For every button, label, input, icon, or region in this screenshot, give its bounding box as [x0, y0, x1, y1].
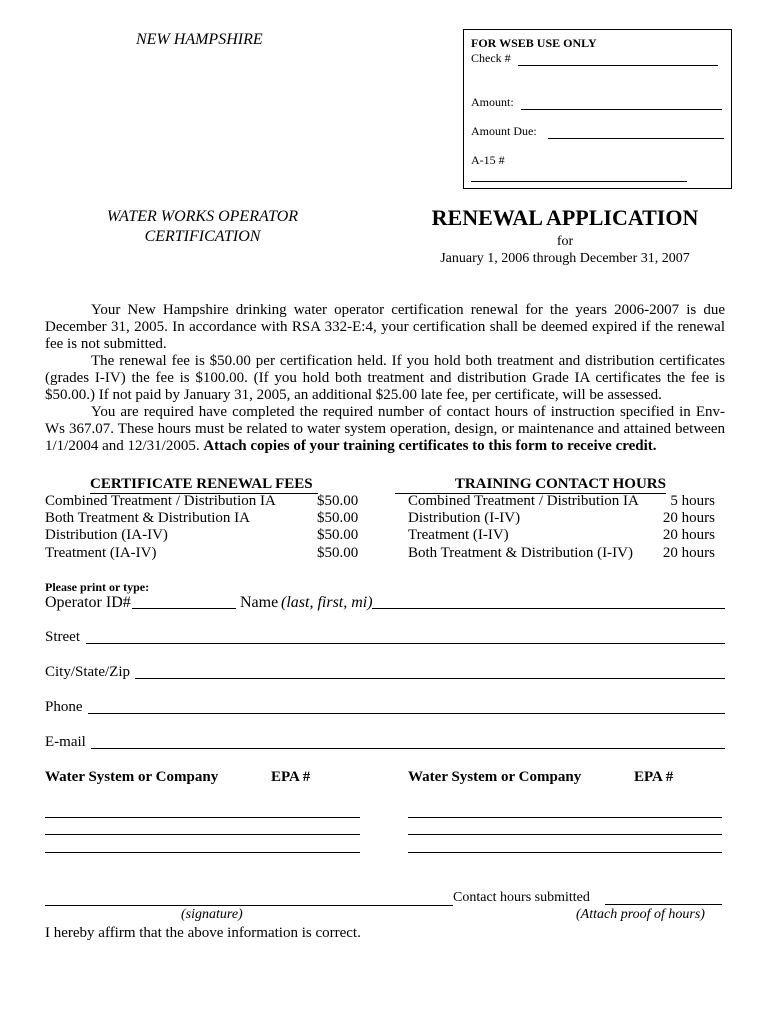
intro-paragraph-2: The renewal fee is $50.00 per certification held. If you hold both treatment and distribution certificates (grades I-IV) the fee is $100.00. (If you hold both treatment and distribution Grade IA certificates the fee is $50.00.) If not paid by January 31, 2005, an additional $25.00 late fee, per certificate, will be assessed.: [45, 353, 725, 403]
email-field[interactable]: [91, 748, 725, 749]
intro-paragraph-1: Your New Hampshire drinking water operator certification renewal for the years 2006-2007 is due December 31, 2005. In accordance with RSA 332-E:4, your certification shall be deemed expired if the renewal fee is not submitted.: [45, 302, 725, 352]
operator-id-label: Operator ID#: [45, 594, 131, 611]
name-field[interactable]: [372, 608, 725, 609]
training-row-hours: 5 hours: [670, 493, 715, 509]
water-system-line[interactable]: [45, 817, 360, 818]
water-system-line[interactable]: [408, 852, 722, 853]
attach-certificates-note: Attach copies of your training certificates to this form to receive credit.: [203, 438, 657, 454]
street-label: Street: [45, 629, 80, 645]
amount-field[interactable]: [521, 109, 722, 110]
training-heading: TRAINING CONTACT HOURS: [395, 475, 666, 494]
amount-due-field[interactable]: [548, 138, 724, 139]
renewal-period: January 1, 2006 through December 31, 2007: [440, 251, 690, 266]
fee-row-label: Distribution (IA-IV): [45, 527, 168, 543]
fee-row-label: Both Treatment & Distribution IA: [45, 510, 251, 526]
affirmation-text: I hereby affirm that the above information is correct.: [45, 925, 361, 941]
name-label: Name: [240, 594, 279, 611]
program-line-2: CERTIFICATION: [144, 228, 261, 245]
training-row-hours: 20 hours: [662, 510, 715, 526]
name-hint: (last, first, mi): [281, 594, 373, 611]
water-system-line[interactable]: [408, 817, 722, 818]
fee-row-label: Combined Treatment / Distribution IA: [45, 493, 276, 509]
intro-paragraph-3-text: You are required have completed the required number of contact hours of instruction specified in Env-Ws 367.07. These hours must be related to water system operation, design, or maintenance and attained between 1/1/2004 and 12/31/2005.: [45, 404, 725, 454]
contact-hours-field[interactable]: [605, 904, 722, 905]
signature-field[interactable]: [45, 905, 453, 906]
training-row-label: Combined Treatment / Distribution IA: [408, 493, 639, 509]
fee-row-amount: $50.00: [317, 545, 359, 561]
training-row-hours: 20 hours: [662, 545, 715, 561]
state-heading: NEW HAMPSHIRE: [136, 31, 263, 48]
check-number-field[interactable]: [518, 65, 718, 66]
print-note: Please print or type:: [45, 580, 150, 594]
water-system-line[interactable]: [45, 834, 360, 835]
epa-label-left: EPA #: [271, 769, 311, 785]
fee-row-label: Treatment (IA-IV): [45, 545, 157, 561]
operator-id-field[interactable]: [132, 608, 236, 609]
amount-due-label: Amount Due:: [471, 124, 537, 138]
email-label: E-mail: [45, 734, 86, 750]
for-label: for: [556, 234, 574, 249]
program-line-1: WATER WORKS OPERATOR: [106, 208, 299, 225]
fee-row-amount: $50.00: [317, 510, 359, 526]
attach-proof-caption: (Attach proof of hours): [576, 907, 705, 922]
water-system-line[interactable]: [45, 852, 360, 853]
training-row-label: Treatment (I-IV): [408, 527, 509, 543]
fee-row-amount: $50.00: [317, 527, 359, 543]
training-row-hours: 20 hours: [662, 527, 715, 543]
a15-field[interactable]: [471, 181, 687, 182]
fees-heading: CERTIFICATE RENEWAL FEES: [90, 475, 318, 494]
phone-field[interactable]: [88, 713, 725, 714]
water-system-line[interactable]: [408, 834, 722, 835]
city-state-zip-label: City/State/Zip: [45, 664, 130, 680]
phone-label: Phone: [45, 699, 83, 715]
training-row-label: Distribution (I-IV): [408, 510, 521, 526]
check-number-label: Check #: [471, 51, 511, 65]
training-row-label: Both Treatment & Distribution (I-IV): [408, 545, 633, 561]
water-system-label-right: Water System or Company: [408, 769, 582, 785]
contact-hours-label: Contact hours submitted: [453, 890, 590, 905]
fee-row-amount: $50.00: [317, 493, 359, 509]
city-state-zip-field[interactable]: [135, 678, 725, 679]
wseb-use-only-box: [463, 29, 732, 189]
street-field[interactable]: [86, 643, 725, 644]
signature-caption: (signature): [181, 907, 243, 922]
a15-label: A-15 #: [471, 153, 505, 167]
water-system-label-left: Water System or Company: [45, 769, 219, 785]
amount-label: Amount:: [471, 95, 514, 109]
page-title: RENEWAL APPLICATION: [431, 205, 699, 230]
wseb-heading: FOR WSEB USE ONLY: [471, 36, 597, 50]
epa-label-right: EPA #: [634, 769, 674, 785]
intro-paragraph-3: [45, 404, 725, 455]
intro-text: [45, 302, 725, 455]
